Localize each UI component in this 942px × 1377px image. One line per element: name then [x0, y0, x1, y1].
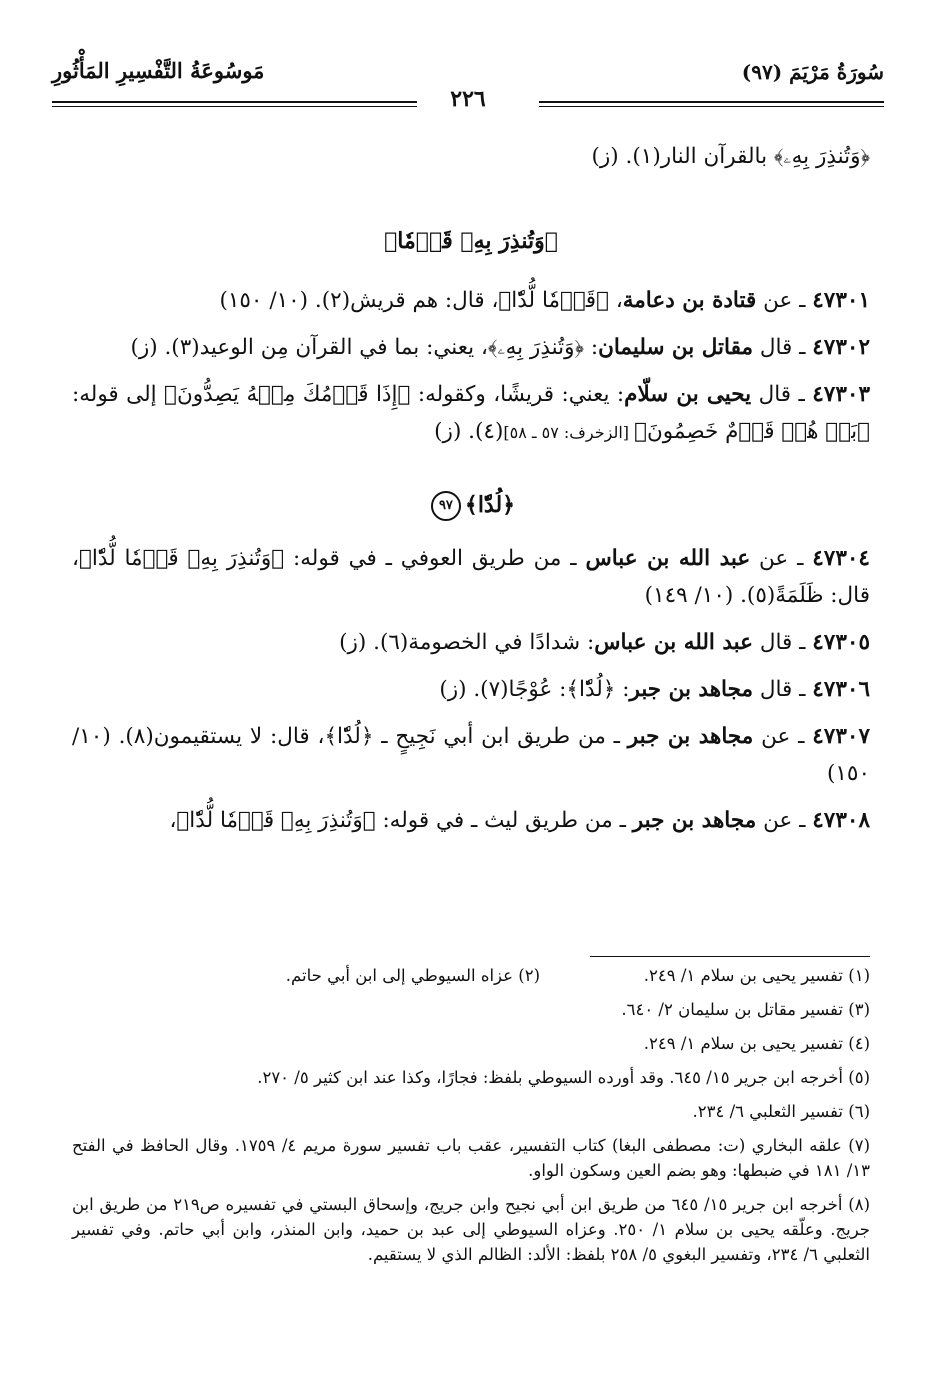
- entry-number: ٤٧٣٠٧: [812, 724, 870, 749]
- page-header: [52, 58, 884, 114]
- header-rule-right-thin: [539, 106, 884, 107]
- entry-number: ٤٧٣٠٢: [812, 335, 870, 360]
- entry-number: ٤٧٣٠١: [812, 288, 870, 313]
- footnote-6: (٦) تفسير الثعلبي ٦/ ٢٣٤.: [692, 1102, 870, 1121]
- narrator-name: مجاهد بن جبر: [627, 724, 754, 749]
- footnote-separator: [590, 956, 870, 957]
- narrator-name: عبد الله بن عباس: [585, 546, 751, 571]
- entry-47301: ٤٧٣٠١ ـ عن قتادة بن دعامة، ﴿قَوۡمٗا لُّدّٗا﴾، قال: هم قريش(٢). (١٠/ ١٥٠): [219, 288, 870, 313]
- narrator-name: يحيى بن سلّام: [624, 382, 752, 407]
- narrator-name: قتادة بن دعامة: [622, 288, 757, 313]
- entry-47304: ٤٧٣٠٤ ـ عن عبد الله بن عباس ـ من طريق العوفي ـ في قوله: ﴿وَتُنذِرَ بِهِۦ قَوۡمٗا لُّدّٗا﴾، قال: ظَلَمَةً(٥). (١٠/ ١٤٩): [72, 546, 870, 608]
- entry-47307: ٤٧٣٠٧ ـ عن مجاهد بن جبر ـ من طريق ابن أبي نَجِيحٍ ـ ﴿لُدّٗا﴾، قال: لا يستقيمون(٨). (١٠/ ١٥٠): [72, 724, 870, 786]
- narrator-name: مجاهد بن جبر: [629, 677, 753, 702]
- entry-47306: ٤٧٣٠٦ ـ قال مجاهد بن جبر: ﴿لُدّٗا﴾: عُوْجًا(٧). (ز): [439, 677, 870, 702]
- header-rule-left-thin: [52, 106, 417, 107]
- narrator-name: مقاتل بن سليمان: [598, 335, 753, 360]
- main-text: [72, 138, 870, 849]
- entry-number: ٤٧٣٠٨: [812, 808, 870, 833]
- section-heading-word: [72, 487, 870, 524]
- entry-47302: ٤٧٣٠٢ ـ قال مقاتل بن سليمان: ﴿وَتُنذِرَ بِهِۦ﴾، يعني: بما في القرآن مِن الوعيد(٣). (ز): [130, 335, 870, 360]
- footnotes: [72, 963, 870, 1276]
- entry-number: ٤٧٣٠٣: [812, 382, 870, 407]
- footnote-5: (٥) أخرجه ابن جرير ١٥/ ٦٤٥. وقد أورده السيوطي بلفظ: فجارًا، وكذا عند ابن كثير ٥/ ٢٧٠.: [257, 1068, 870, 1087]
- narrator-name: عبد الله بن عباس: [594, 630, 753, 655]
- footnote-8: (٨) أخرجه ابن جرير ١٥/ ٦٤٥ من طريق ابن أبي نجيح وابن جريج، وإسحاق البستي في تفسيره ص٢١٩ من طريق ابن جريج. وعلّقه يحيى بن سلام ١/ ٢٥٠. وعزاه السيوطي إلى عبد بن حميد، وابن المنذر، وابن أبي حاتم. وفي تفسير الثعلبي ٦/ ٢٣٤، وتفسير البغوي ٥/ ٢٥٨ بلفظ: الألد: الظالم الذي لا يستقيم.: [72, 1195, 871, 1264]
- entry-number: ٤٧٣٠٤: [812, 546, 870, 571]
- surah-title: سُورَةُ مَرْيَمَ (٩٧): [741, 60, 884, 84]
- footnote-7: (٧) علقه البخاري (ت: مصطفى البغا) كتاب التفسير، عقب باب تفسير سورة مريم ٤/ ١٧٥٩. وقال الحافظ في الفتح ١٣/ ١٨١ في ضبطها: وهو بضم العين وسكون الواو.: [72, 1136, 870, 1180]
- intro-line: ﴿وَتُنذِرَ بِهِۦ﴾ بالقرآن النار(١). (ز): [591, 144, 870, 169]
- header-rule-right: [539, 101, 884, 103]
- entry-number: ٤٧٣٠٥: [812, 630, 870, 655]
- entry-47308: ٤٧٣٠٨ ـ عن مجاهد بن جبر ـ من طريق ليث ـ في قوله: ﴿وَتُنذِرَ بِهِۦ قَوۡمٗا لُّدّٗا﴾،: [169, 808, 870, 833]
- entry-47303: ٤٧٣٠٣ ـ قال يحيى بن سلّام: يعني: قريشًا، وكقوله: ﴿إِذَا قَوۡمُكَ مِنۡهُ يَصِدُّونَ﴾ إلى قوله: ﴿بَلۡ هُمۡ قَوۡمٌ خَصِمُونَ﴾ [الزخرف: ٥٧ ـ ٥٨](٤). (ز): [72, 382, 870, 444]
- header-rule-left: [52, 101, 417, 103]
- footnote-3: (٣) تفسير مقاتل بن سليمان ٢/ ٦٤٠.: [621, 1000, 870, 1019]
- heading-word: ﴿لُدّٗا﴾: [464, 492, 516, 518]
- page-number: ٢٢٦: [450, 86, 486, 112]
- ayah-number-badge: ٩٧: [431, 491, 461, 521]
- section-heading-verse: ﴿وَتُنذِرَ بِهِۦ قَوۡمٗا﴾: [384, 228, 558, 254]
- footnote-1: (١) تفسير يحيى بن سلام ١/ ٢٤٩.: [643, 966, 870, 985]
- surah-reference: [الزخرف: ٥٧ ـ ٥٨]: [503, 423, 635, 442]
- footnote-2: (٢) عزاه السيوطي إلى ابن أبي حاتم.: [285, 966, 540, 985]
- book-title: مَوسُوعَةُ التَّفْسِيرِ المَأْثُورِ: [52, 58, 265, 83]
- entry-47305: ٤٧٣٠٥ ـ قال عبد الله بن عباس: شدادًا في الخصومة(٦). (ز): [339, 630, 870, 655]
- narrator-name: مجاهد بن جبر: [632, 808, 757, 833]
- footnote-row: [72, 963, 870, 988]
- footnote-4: (٤) تفسير يحيى بن سلام ١/ ٢٤٩.: [643, 1034, 870, 1053]
- entry-number: ٤٧٣٠٦: [812, 677, 870, 702]
